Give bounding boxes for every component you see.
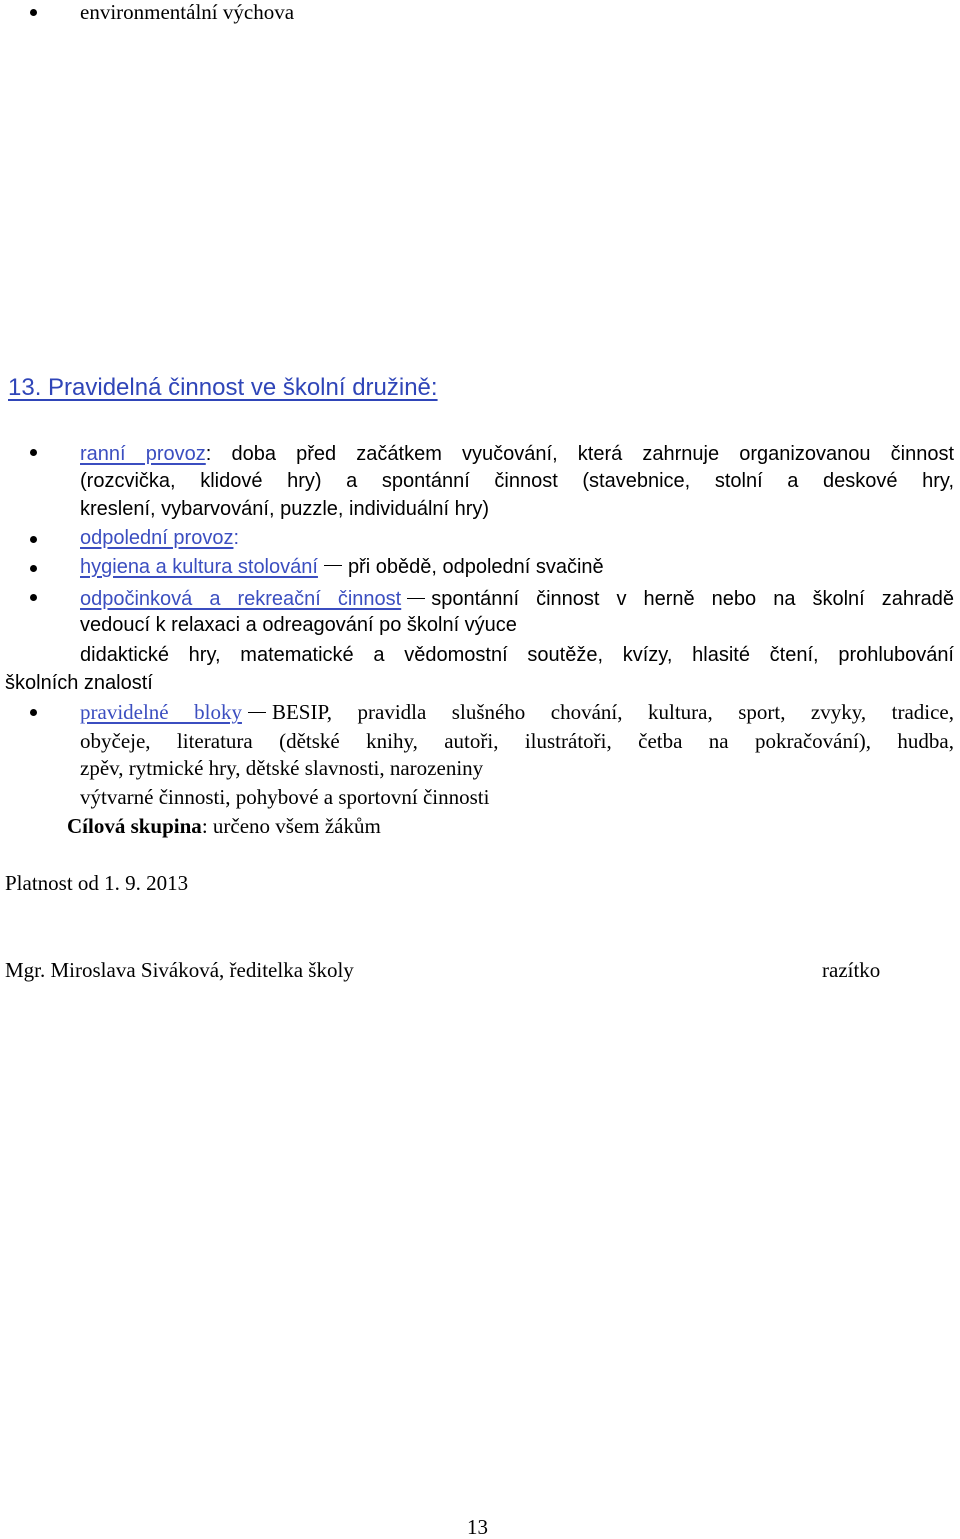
odpoledni-text: : [233, 527, 240, 549]
target-group [67, 816, 381, 837]
list-item-odpocinkova-line3: didaktické hry, matematické a vědomostní soutěže, kvízy, hlasité čtení, prohlubování [80, 644, 954, 666]
odpocinkova-text: spontánní činnost v herně nebo na školní zahradě [431, 588, 955, 610]
bullet [30, 536, 37, 543]
list-item-bloky-line3: zpěv, rytmické hry, dětské slavnosti, narozeniny [80, 756, 484, 780]
list-item-odpocinkova-line2: vedoucí k relaxaci a odreagování po školní výuce [80, 614, 517, 636]
bullet [30, 449, 37, 456]
dash [324, 565, 342, 566]
bullet [30, 565, 37, 572]
page-number: 13 [467, 1515, 488, 1539]
list-item-bloky-line2: obyčeje, literatura (dětské knihy, autoři, ilustrátoři, četba na pokračování), hudba, [80, 729, 954, 753]
list-item-odpocinkova-line4: školních znalostí [5, 672, 153, 694]
dash [248, 712, 266, 713]
ranni-text: : doba před začátkem vyučování, která zahrnuje organizovanou činnost [205, 443, 954, 465]
dash [407, 598, 425, 599]
signature: Mgr. Miroslava Siváková, ředitelka školy [5, 958, 354, 982]
hygiena-link[interactable]: hygiena a kultura stolování [80, 556, 318, 578]
list-item-hygiena [80, 557, 604, 577]
target-group-label: Cílová skupina [67, 814, 202, 838]
stamp-label: razítko [822, 958, 881, 982]
odpocinkova-link[interactable]: odpočinková a rekreační činnost [80, 588, 402, 610]
bullet [30, 709, 37, 716]
pravidelne-bloky-link[interactable]: pravidelné bloky [80, 700, 242, 724]
bullet [30, 9, 37, 16]
list-item-bloky-line4: výtvarné činnosti, pohybové a sportovní činnosti [80, 785, 490, 809]
target-group-text: : určeno všem žákům [201, 814, 381, 838]
hygiena-text: při obědě, odpolední svačině [347, 556, 604, 578]
ranni-provoz-link[interactable]: ranní provoz [80, 443, 206, 465]
list-item-odpocinkova-line1 [80, 586, 954, 611]
list-item-ranni-line3: kreslení, vybarvování, puzzle, individuální hry) [80, 498, 490, 520]
top-list-item: environmentální výchova [80, 0, 295, 24]
list-item-bloky-line1 [80, 700, 954, 725]
odpoledni-provoz-link[interactable]: odpolední provoz [80, 527, 234, 549]
section-heading: 13. Pravidelná činnost ve školní družině: [8, 374, 438, 401]
validity-date: Platnost od 1. 9. 2013 [5, 871, 189, 895]
bloky-text: BESIP, pravidla slušného chování, kultura, sport, zvyky, tradice, [271, 700, 954, 724]
list-item-ranni-line2: (rozcvička, klidové hry) a spontánní činnost (stavebnice, stolní a deskové hry, [80, 470, 954, 492]
list-item-ranni-line1 [80, 441, 954, 466]
bullet [30, 594, 37, 601]
list-item-odpoledni [80, 528, 239, 548]
